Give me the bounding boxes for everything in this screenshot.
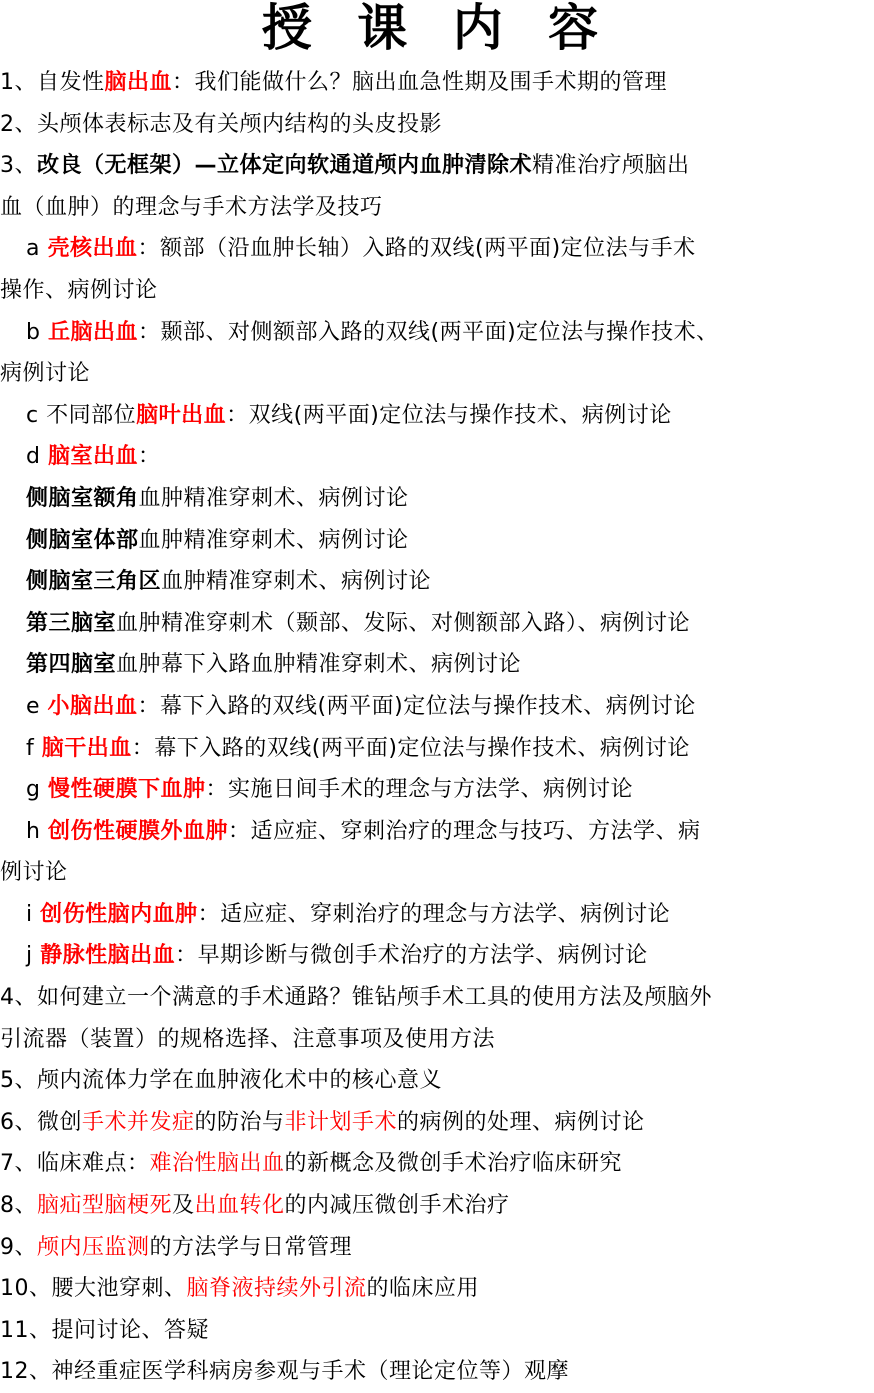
content-line — [0, 935, 874, 977]
highlighted-term: 脑疝型脑梗死 — [37, 1193, 173, 1219]
content-line — [0, 312, 874, 354]
highlighted-term: 侧脑室体部 — [26, 527, 139, 553]
line-text: ：颞部、对侧额部入路的双线(两平面)定位法与操作技术、 — [137, 319, 719, 345]
line-text: ：实施日间手术的理念与方法学、病例讨论 — [205, 777, 633, 803]
line-text: 的临床应用 — [366, 1276, 480, 1302]
content-line — [0, 436, 874, 478]
page-title: 授 课 内 容 — [261, 0, 613, 57]
line-text: 血肿精准穿刺术（颞部、发际、对侧额部入路）、病例讨论 — [116, 610, 691, 636]
course-content-list — [0, 62, 874, 1393]
line-text: 的病例的处理、病例讨论 — [397, 1109, 645, 1135]
highlighted-term: 创伤性脑内血肿 — [40, 901, 198, 927]
line-text: ：我们能做什么？脑出血急性期及围手术期的管理 — [172, 70, 668, 95]
content-line — [0, 1102, 874, 1144]
content-line — [0, 1227, 874, 1269]
line-text: ：早期诊断与微创手术治疗的方法学、病例讨论 — [175, 943, 648, 969]
highlighted-term: 手术并发症 — [82, 1109, 195, 1135]
content-line — [0, 644, 874, 686]
line-text: 引流器（装置）的规格选择、注意事项及使用方法 — [0, 1026, 496, 1052]
highlighted-term: 静脉性脑出血 — [40, 943, 176, 969]
line-text: 血肿精准穿刺术、病例讨论 — [138, 485, 409, 511]
highlighted-term: 第三脑室 — [26, 610, 117, 636]
line-text: ：额部（沿血肿长轴）入路的双线(两平面)定位法与手术 — [137, 236, 696, 262]
content-line — [0, 353, 874, 395]
line-text: ：适应症、穿刺治疗的理念与方法学、病例讨论 — [197, 901, 671, 927]
line-text: 9、 — [0, 1234, 37, 1260]
highlighted-term: 丘脑出血 — [47, 319, 138, 345]
content-line — [0, 270, 874, 312]
content-line — [0, 395, 874, 437]
line-text: h — [26, 818, 48, 844]
line-text: 精准治疗颅脑出 — [532, 153, 690, 179]
content-line — [0, 894, 874, 936]
line-text: 11、提问讨论、答疑 — [0, 1317, 209, 1343]
highlighted-term: 难治性脑出血 — [149, 1151, 285, 1177]
line-text: 例讨论 — [0, 860, 68, 886]
content-line — [0, 686, 874, 728]
line-text: 的方法学与日常管理 — [149, 1234, 353, 1260]
highlighted-term: 脑叶出血 — [136, 402, 227, 428]
line-text: c 不同部位 — [26, 402, 137, 428]
content-line — [0, 811, 874, 853]
highlighted-term: 小脑出血 — [47, 693, 138, 719]
highlighted-term: 脑干出血 — [41, 735, 132, 761]
line-text: 操作、病例讨论 — [0, 277, 158, 303]
line-text: 的新概念及微创手术治疗临床研究 — [284, 1151, 623, 1177]
line-text: 血肿精准穿刺术、病例讨论 — [138, 527, 409, 553]
line-text: a — [26, 236, 48, 262]
line-text: 10、腰大池穿刺、 — [0, 1276, 187, 1302]
line-text: ：幕下入路的双线(两平面)定位法与操作技术、病例讨论 — [131, 735, 690, 761]
content-line — [0, 520, 874, 562]
line-text: ：适应症、穿刺治疗的理念与技巧、方法学、病 — [227, 818, 701, 844]
line-text: ：幕下入路的双线(两平面)定位法与操作技术、病例讨论 — [137, 693, 696, 719]
content-line — [0, 1351, 874, 1393]
content-line — [0, 104, 874, 146]
content-line — [0, 977, 874, 1019]
line-text: 血（血肿）的理念与手术方法学及技巧 — [0, 194, 383, 220]
line-text: 及 — [172, 1193, 195, 1219]
line-text: 12、神经重症医学科病房参观与手术（理论定位等）观摩 — [0, 1359, 569, 1385]
line-text: 病例讨论 — [0, 361, 91, 387]
line-text: f — [26, 735, 42, 761]
highlighted-term: 脑出血 — [104, 70, 173, 95]
content-line — [0, 1143, 874, 1185]
content-line — [0, 852, 874, 894]
line-text: e — [26, 693, 48, 719]
highlighted-term: 非计划手术 — [284, 1109, 398, 1135]
highlighted-term: 侧脑室三角区 — [26, 569, 162, 595]
highlighted-term: 脑脊液持续外引流 — [186, 1276, 367, 1302]
line-text: 1、自发性 — [0, 70, 105, 95]
highlighted-term: 创伤性硬膜外血肿 — [47, 818, 228, 844]
highlighted-term: 壳核出血 — [47, 236, 138, 262]
content-line — [0, 62, 874, 104]
content-line — [0, 769, 874, 811]
content-line — [0, 187, 874, 229]
highlighted-term: 改良（无框架）—立体定向软通道颅内血肿清除术 — [37, 153, 533, 179]
line-text: 的防治与 — [194, 1109, 285, 1135]
content-line — [0, 561, 874, 603]
line-text: b — [26, 319, 48, 345]
content-line — [0, 1185, 874, 1227]
content-line — [0, 145, 874, 187]
line-text: 3、 — [0, 153, 37, 179]
content-line — [0, 728, 874, 770]
line-text: 的内减压微创手术治疗 — [284, 1193, 510, 1219]
highlighted-term: 颅内压监测 — [37, 1234, 150, 1260]
line-text: 4、如何建立一个满意的手术通路？锥钻颅手术工具的使用方法及颅脑外 — [0, 985, 712, 1011]
highlighted-term: 慢性硬膜下血肿 — [47, 777, 206, 803]
line-text: 7、临床难点： — [0, 1151, 150, 1177]
line-text: j — [26, 943, 41, 969]
line-text: 8、 — [0, 1193, 37, 1219]
line-text: 血肿精准穿刺术、病例讨论 — [161, 569, 432, 595]
highlighted-term: 出血转化 — [194, 1193, 285, 1219]
line-text: 6、微创 — [0, 1109, 82, 1135]
line-text: ：双线(两平面)定位法与操作技术、病例讨论 — [226, 402, 672, 428]
highlighted-term: 第四脑室 — [26, 652, 117, 678]
highlighted-term: 侧脑室额角 — [26, 485, 139, 511]
content-line — [0, 603, 874, 645]
content-line — [0, 228, 874, 270]
line-text: 血肿幕下入路血肿精准穿刺术、病例讨论 — [116, 652, 522, 678]
line-text: d — [26, 444, 48, 470]
content-line — [0, 1060, 874, 1102]
content-line — [0, 478, 874, 520]
line-text: 5、颅内流体力学在血肿液化术中的核心意义 — [0, 1068, 442, 1094]
content-line — [0, 1310, 874, 1352]
line-text: g — [26, 777, 48, 803]
content-line — [0, 1019, 874, 1061]
line-text: i — [26, 901, 41, 927]
line-text: 2、头颅体表标志及有关颅内结构的头皮投影 — [0, 111, 442, 137]
content-line — [0, 1268, 874, 1310]
line-text: ： — [137, 444, 161, 470]
highlighted-term: 脑室出血 — [47, 444, 138, 470]
